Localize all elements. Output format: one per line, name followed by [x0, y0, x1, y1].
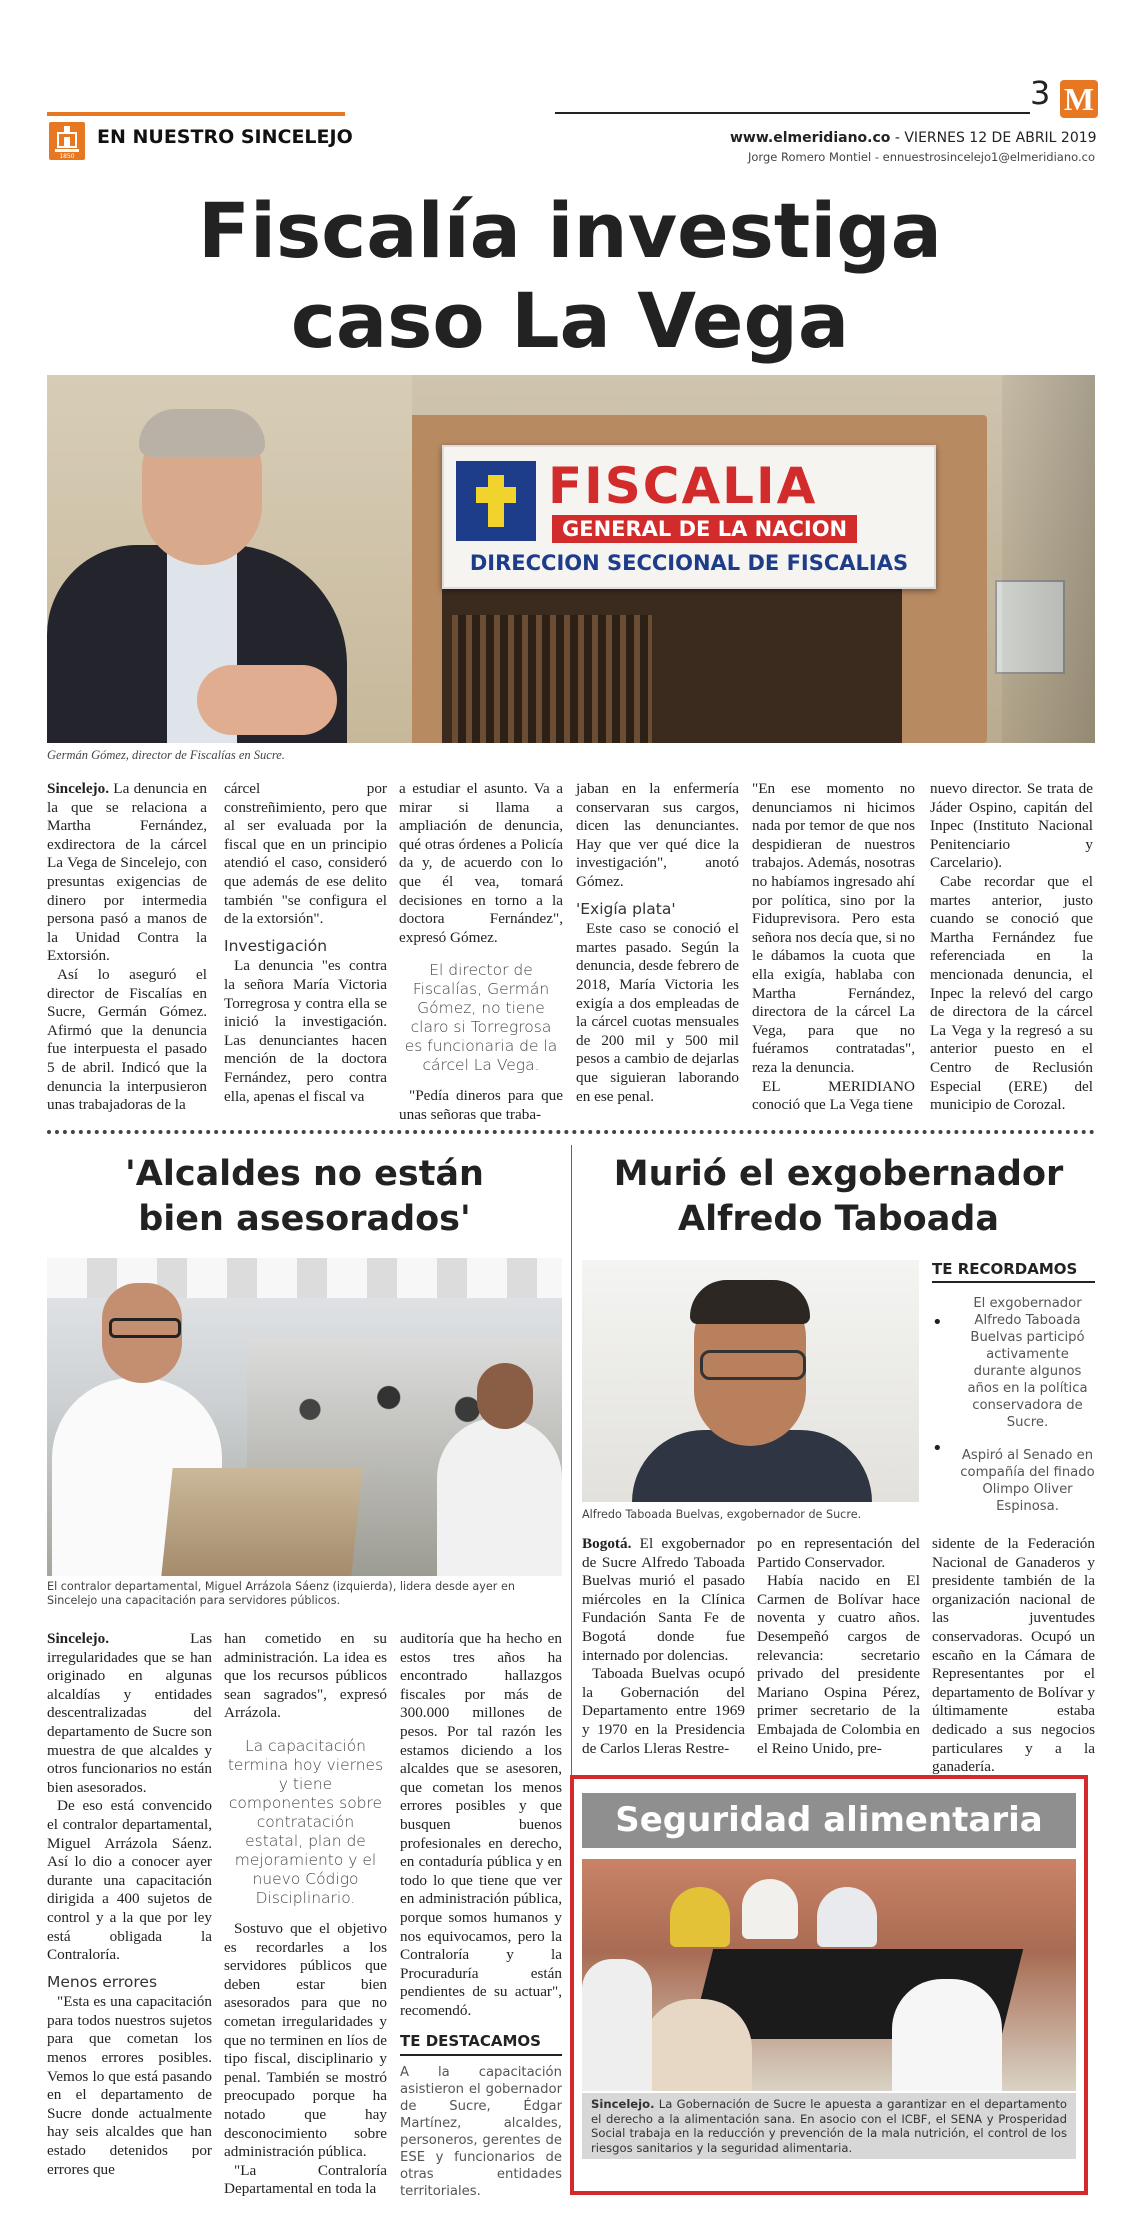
- subheading-investigacion: Investigación: [224, 936, 328, 955]
- header-rule: [555, 112, 1030, 114]
- door-gate: [452, 615, 652, 743]
- bullet-dot-icon: •: [932, 1438, 943, 1459]
- alcaldes-column-2: [224, 1630, 387, 2199]
- alcaldes-column-1: [47, 1630, 212, 2179]
- alcaldes-headline-line-2: bien asesorados': [138, 1199, 471, 1239]
- taboada-column-3: [932, 1535, 1095, 1777]
- main-headline: [50, 186, 1090, 366]
- seguridad-box: [570, 1775, 1088, 2195]
- lectern: [161, 1468, 362, 1576]
- main-column-6: [930, 780, 1093, 1115]
- destacamos-text: A la capacitación asistieron el gobernador de Sucre, Édgar Martínez, alcaldes, personeros, gerentes de ESE y funcionarios de otras entidades territoriales.: [400, 2065, 562, 2200]
- person-left: [582, 1959, 652, 2091]
- alcaldes-column-3: [400, 1630, 562, 2200]
- alcaldes-headline-line-1: 'Alcaldes no están: [125, 1154, 484, 1194]
- recordamos-title: TE RECORDAMOS: [932, 1260, 1095, 1283]
- inset-portrait-gomez: [47, 375, 412, 743]
- taboada-paragraph: sidente de la Federación Nacional de Ganaderos y presidente también de la organización nacional de las juventudes conservadoras. Ocupó un escaño en la Cámara de Representantes por el departamento de Bolívar y últimamente estaba dedicado a sus negocios particulares y a la ganadería.: [932, 1535, 1095, 1776]
- taboada-paragraph: Taboada Buelvas ocupó la Gobernación del Departamento entre 1969 y 1970 en la Presidencia de Carlos Lleras Restre-: [582, 1665, 745, 1757]
- pull-quote: La capacitación termina hoy viernes y tiene componentes sobre contratación estatal, plan de mejoramiento y el nuevo Código Disciplinario.: [227, 1736, 384, 1907]
- dateline-city: Bogotá.: [582, 1535, 632, 1552]
- page-number: 3: [1030, 74, 1051, 112]
- main-photo-caption: Germán Gómez, director de Fiscalías en Sucre.: [47, 748, 285, 762]
- puzzle-logo-icon: [456, 461, 536, 541]
- taboada-portrait: [582, 1260, 919, 1502]
- portrait-hair: [690, 1280, 810, 1324]
- seguridad-caption: La Gobernación de Sucre le apuesta a garantizar en el departamento el derecho a la alimentación sana. En asocio con el ICBF, el SENA y Prosperidad Social trabaja en la reducción y prevención de la mala nutrición, el control de los riesgos sanitarios y la seguridad alimentaria.: [591, 2097, 1067, 2155]
- fiscalia-sign: [442, 445, 936, 589]
- alcaldes-photo-caption: El contralor departamental, Miguel Arrázola Sáenz (izquierda), lidera desde ayer en Sincelejo una capacitación para servidores públicos.: [47, 1580, 515, 1607]
- sign-text-direccion: DIRECCION SECCIONAL DE FISCALIAS: [469, 551, 909, 575]
- seguridad-caption-box: [582, 2093, 1076, 2159]
- dateline-city: Sincelejo.: [47, 1630, 110, 1647]
- taboada-column-1: [582, 1535, 745, 1758]
- svg-text:1850: 1850: [59, 153, 75, 160]
- main-paragraph: Cabe recordar que el martes anterior, justo cuando se conoció que Martha Fernández fue referenciada en la mencionada denuncia, el Inpec la relevó del cargo de directora de la cárcel La Vega y la regresó a su anterior puesto en el Centro de Reclusión Especial (ERE) del municipio de Corozal.: [930, 872, 1093, 1114]
- main-paragraph: La denuncia "es contra la señora María Victoria Torregrosa y contra ella se inició la investigación. Las denunciantes hacen mención de la doctora Fernández, pero contra ella, apenas el fiscal va: [224, 957, 387, 1105]
- bullet-dot-icon: •: [932, 1312, 943, 1333]
- person-pink: [742, 1879, 798, 1939]
- wall-pillar: [1002, 375, 1095, 743]
- publication-date: - VIERNES 12 DE ABRIL 2019: [890, 130, 1097, 146]
- recordamos-bullet-2: Aspiró al Senado en compañía del finado Olimpo Oliver Espinosa.: [960, 1448, 1095, 1514]
- alcaldes-photo: [47, 1258, 562, 1576]
- seguridad-title: Seguridad alimentaria: [582, 1793, 1076, 1848]
- alcaldes-paragraph: De eso está convencido el contralor departamental, Miguel Arrázola Sáenz. Así lo dio a conocer ayer durante una capacitación dirigida a 400 sujetos de control y a la que por ley está obligada la Contraloría.: [47, 1797, 212, 1964]
- meridiano-logo: [1060, 80, 1098, 118]
- alcaldes-paragraph: Sincelejo. Las irregularidades que se han originado en algunas alcaldías y entidades descentralizadas del departamento de Sucre son muestra de que alcaldes y otros funcionarios no están bien asesorados.: [47, 1630, 212, 1796]
- person-yellow: [670, 1887, 730, 1947]
- person-white-shirt: [892, 1979, 1002, 2091]
- main-photo-fiscalia: [47, 375, 1095, 743]
- section-accent-bar: [47, 112, 345, 116]
- taboada-headline: [582, 1152, 1095, 1242]
- seguridad-photo: [582, 1859, 1076, 2091]
- main-paragraph: cárcel por constreñimiento, pero que al ser evaluada por la fiscal que en un principio atendió el caso, consideró que además de ese delito también "se configura el de la extorsión".: [224, 780, 387, 928]
- portrait-hair: [139, 409, 265, 457]
- subheading-menos-errores: Menos errores: [47, 1972, 158, 1991]
- alcaldes-paragraph: auditoría que ha hecho en estos tres años ha encontrado hallazgos fiscales por más de 300.000 millones de pesos. Por tal razón les estamos diciendo a los alcaldes que se asesoren, que cometan los menos errores posibles y que busquen buenos profesionales en derecho, en contaduría pública y en todo lo que tiene que ver en administración pública, porque somos humanos y nos equivocamos, pero la Contraloría y la Procuraduría están pendientes de su actuar", recomendó.: [400, 1630, 562, 2019]
- main-paragraph: Así lo aseguró el director de Fiscalías en Sucre, Germán Gómez. Afirmó que la denuncia fue interpuesta el pasado 5 de abril. Indicó que la denuncia la interpusieron unas trabajadoras de la: [47, 965, 207, 1114]
- alcaldes-headline: [47, 1152, 562, 1242]
- te-recordamos-box: [932, 1260, 1095, 1515]
- dateline-city: Sincelejo.: [47, 780, 110, 797]
- main-paragraph: "Pedía dineros para que unas señoras que traba-: [399, 1087, 563, 1123]
- alcaldes-paragraph: han cometido en su administración. La idea es que los recursos públicos sean sagrados", expresó Arrázola.: [224, 1630, 387, 1722]
- dateline: [730, 130, 1095, 146]
- main-paragraph: "En ese momento no denunciamos ni hicimos nada por temor de que nos despidieran de nuestros trabajos. Además, nosotras no habíamos ingresado ahí por política, sino por la Fiduprevisora. Pero esta señora nos decía que, si no le dábamos la cuota que ella exigía, hablaba con Martha Fernández, directora de la cárcel La Vega, para que no fuéramos contratadas", reza la denuncia.: [752, 780, 915, 1076]
- person-floral: [642, 1999, 752, 2091]
- section-divider: [47, 1130, 1095, 1134]
- logo-letter: M: [1063, 81, 1095, 117]
- main-column-4: [576, 780, 739, 1106]
- section-title: EN NUESTRO SINCELEJO: [97, 126, 353, 148]
- section-icon: [49, 122, 85, 160]
- portrait-hands: [197, 665, 337, 735]
- person-blue: [817, 1887, 877, 1947]
- sign-text-fiscalia: FISCALIA: [548, 457, 818, 515]
- main-paragraph: jaban en la enfermería conservaran sus cargos, dicen las denunciantes. Hay que ver qué dice la investigación", anotó Gómez.: [576, 780, 739, 890]
- recordamos-bullet-1: El exgobernador Alfredo Taboada Buelvas participó activamente durante algunos años en la política conservadora de Sucre.: [967, 1296, 1088, 1430]
- main-paragraph: Sincelejo. La denuncia en la que se relaciona a Martha Fernández, exdirectora de la cárcel La Vega de Sincelejo, con presuntas exigencias de dinero por intermedia persona pasó a manos de la Unidad Contra la Extorsión.: [47, 780, 207, 965]
- subheading-exigia-plata: 'Exigía plata': [576, 899, 676, 918]
- speaker-glasses: [109, 1318, 181, 1338]
- portrait-glasses: [700, 1350, 806, 1380]
- pull-quote: El director de Fiscalías, Germán Gómez, no tiene claro si Torregrosa es funcionaria de la cárcel La Vega.: [404, 961, 558, 1075]
- alcaldes-paragraph: "La Contraloría Departamental en toda la: [224, 2161, 387, 2198]
- main-paragraph: Este caso se conoció el martes pasado. Según la denuncia, desde febrero de 2018, María Victoria les exigía a dos empleadas de la cárcel cuotas mensuales de 200 mil y 500 mil pesos a cambio de dejarlas que siguieran laborando en ese penal.: [576, 920, 739, 1105]
- taboada-photo-caption: Alfredo Taboada Buelvas, exgobernador de Sucre.: [582, 1508, 862, 1521]
- editor-line: Jorge Romero Montiel - ennuestrosincelejo1@elmeridiano.co: [748, 150, 1095, 164]
- audience-man-white: [437, 1418, 562, 1576]
- headline-line-2: caso La Vega: [290, 276, 850, 365]
- main-column-5: [752, 780, 915, 1115]
- main-column-2: [224, 780, 387, 1106]
- dateline-city: Sincelejo.: [591, 2097, 655, 2111]
- main-paragraph: nuevo director. Se trata de Jáder Ospino, capitán del Inpec (Instituto Nacional Penitenciario y Carcelario).: [930, 780, 1093, 872]
- main-column-3: [399, 780, 563, 1125]
- taboada-headline-line-2: Alfredo Taboada: [678, 1199, 999, 1239]
- headline-line-1: Fiscalía investiga: [198, 186, 942, 275]
- alcaldes-paragraph: "Esta es una capacitación para todos nuestros sujetos para que cometan los menos errores posibles. Vemos lo que está pasando en el departamento de Sucre donde actualmente hay seis alcaldes que han estado detenidos por errores que: [47, 1993, 212, 2178]
- site-url[interactable]: www.elmeridiano.co: [730, 130, 891, 146]
- section-header: [47, 112, 353, 164]
- alcaldes-paragraph: Sostuvo que el objetivo es recordarles a los servidores públicos que deben estar bien asesorados para que no cometan irregularidades y que no terminen en líos de tipo fiscal, disciplinario y penal. También se mostró preocupado porque ha notado que hay desconocimiento sobre administración pública.: [224, 1919, 387, 2161]
- taboada-paragraph: Bogotá. El exgobernador de Sucre Alfredo Taboada Buelvas murió el pasado miércoles en la Clínica Fundación Santa Fe de Bogotá donde fue internado por dolencias.: [582, 1535, 745, 1664]
- taboada-column-2: [757, 1535, 920, 1758]
- audience-man-head: [477, 1363, 533, 1429]
- taboada-headline-line-1: Murió el exgobernador: [613, 1154, 1064, 1194]
- vertical-divider: [571, 1145, 572, 1785]
- main-column-1: [47, 780, 207, 1115]
- main-paragraph: a estudiar el asunto. Va a mirar si llama a ampliación de denuncia, qué otras órdenes a Policía da y, de acuerdo con lo que él vea, tomará decisiones en torno a la doctora Fernández", expresó Gómez.: [399, 780, 563, 946]
- sign-text-general: GENERAL DE LA NACION: [552, 515, 857, 543]
- taboada-paragraph: Había nacido en El Carmen de Bolívar hace noventa y cuatro años. Desempeñó cargos de relevancia: secretario privado del presidente Mariano Ospina Pérez, primer secretario de la Embajada de Colombia en el Reino Unido, pre-: [757, 1572, 920, 1757]
- destacamos-title: TE DESTACAMOS: [400, 2032, 562, 2056]
- taboada-paragraph: po en representación del Partido Conservador.: [757, 1535, 920, 1571]
- main-paragraph: EL MERIDIANO conoció que La Vega tiene: [752, 1077, 915, 1114]
